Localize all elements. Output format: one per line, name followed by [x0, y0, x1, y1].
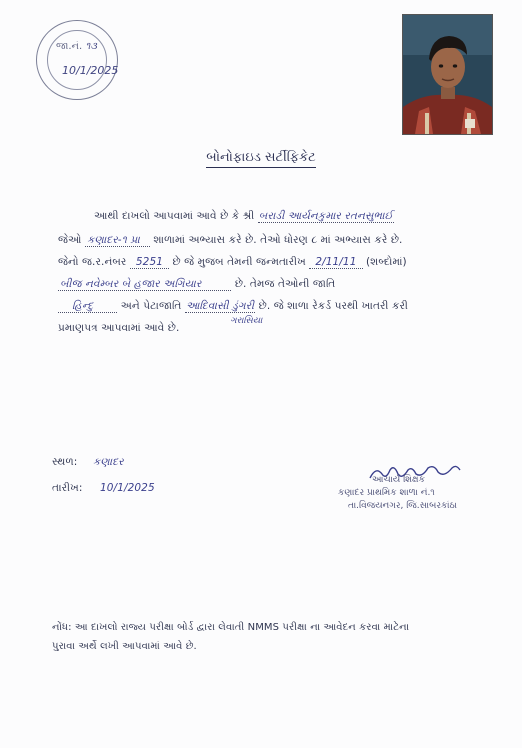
body-line-6: પ્રમાણપત્ર આપવામાં આવે છે.: [58, 322, 180, 334]
place-row: [52, 456, 124, 469]
stamp-number: [56, 41, 97, 52]
date-label: તારીખ:: [52, 482, 83, 494]
body-line-5-text-2: છે. જે શાળા રેકર્ડ પરથી ખાતરી કરી: [258, 300, 409, 312]
birth-date-words: બીજ નવેમ્બર બે હજાર અગિયાર: [58, 278, 231, 291]
school-stamp: [36, 20, 118, 100]
body-line-1-text: આથી દાખલો આપવામાં આવે છે કે શ્રી: [94, 210, 255, 222]
student-name: બરાડી આર્યનકુમાર રતનસુભાઈ: [258, 210, 393, 222]
footer-note-line-1: નોંધ: આ દાખલો રાજ્ય પરીક્ષા બોર્ડ દ્વારા લેવાતી NMMS પરીક્ષા ના આવેદન કરવા માટેના: [52, 622, 410, 633]
school-name: કણાદર-૧ પ્રા: [85, 234, 150, 247]
body-line-5: [58, 300, 408, 313]
place-label: સ્થળ:: [52, 456, 78, 468]
body-line-4: [58, 278, 335, 291]
body-line-3-text: છે જે મુજબ તેમની જન્મતારીખ: [172, 256, 306, 268]
body-line-5-text-1: અને પેટાજાતિ: [120, 300, 182, 312]
certificate-title: [0, 150, 522, 165]
signatory-block: [338, 474, 457, 513]
sub-caste: આદિવાસી ડુંગરી: [185, 300, 255, 312]
body-line-2-prefix: જેઓ: [58, 234, 82, 246]
body-line-3: [58, 256, 407, 269]
signatory-place: તા.વિજયનગર, જિ.સાબરકાંઠા: [348, 501, 457, 511]
body-line-2-text: શાળામાં અભ્યાસ કરે છે. તેઓ ધોરણ ૮ માં અભ્યાસ કરે છે.: [153, 234, 403, 246]
stamp-number-value: ૧૩: [85, 41, 97, 52]
body-line-3-suffix: (શબ્દોમાં): [365, 256, 407, 268]
birth-date: 2/11/11: [309, 256, 362, 269]
footer-note-line-2: પુરાવા અર્થે લખી આપવામાં આવે છે.: [52, 641, 197, 652]
stamp-inner-ring: [47, 30, 107, 90]
body-line-3-prefix: જેનો જ.ર.નંબર: [58, 256, 127, 268]
caste: હિન્દુ: [58, 300, 117, 313]
signatory-school: કણાદર પ્રાથમિક શાળા નં.૧: [338, 488, 435, 498]
student-photo: [402, 14, 493, 135]
sub-caste-note: ગરાસિયા: [230, 316, 263, 326]
certificate-title-text: બોનોફાઇડ સર્ટીફિકેટ: [206, 150, 316, 168]
place-value: કણાદર: [92, 456, 124, 468]
body-line-1: [94, 210, 394, 223]
date-row: [52, 482, 155, 495]
student-photo-image: [403, 15, 492, 134]
register-number: 5251: [130, 256, 169, 269]
body-line-4-text: છે. તેમજ તેઓની જાતિ: [234, 278, 336, 290]
stamp-number-label: જા.નં.: [56, 41, 83, 52]
body-line-2: [58, 234, 402, 247]
signatory-title: આચાર્ય શિક્ષક: [372, 475, 425, 485]
stamp-date: 10/1/2025: [62, 64, 119, 77]
date-value: 10/1/2025: [100, 482, 155, 494]
